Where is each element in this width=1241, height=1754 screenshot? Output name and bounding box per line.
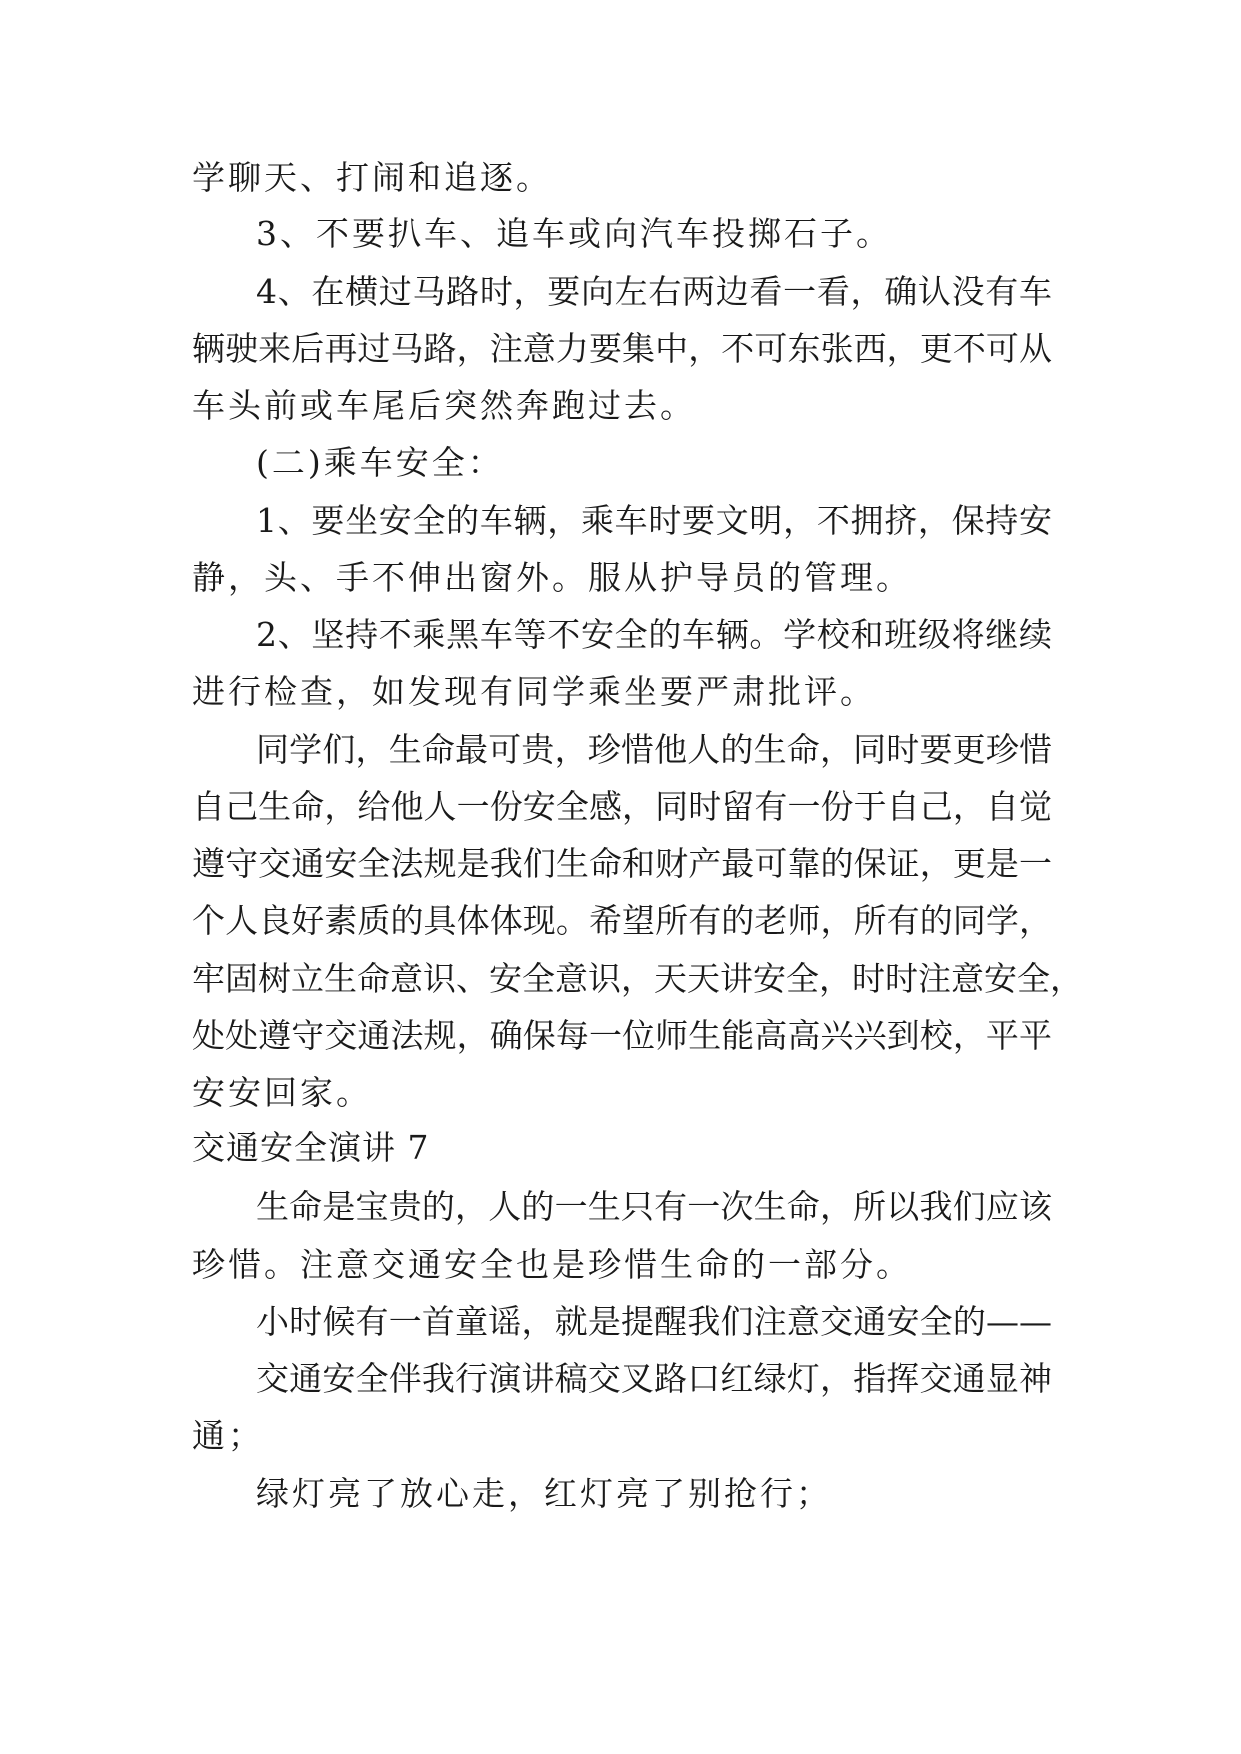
paragraph-line: 辆驶来后再过马路，注意力要集中，不可东张西，更不可从 bbox=[192, 329, 1052, 368]
paragraph-line: 学聊天、打闹和追逐。 bbox=[192, 158, 552, 197]
paragraph-line: 个人良好素质的具体体现。希望所有的老师，所有的同学， bbox=[192, 901, 1052, 940]
paragraph-line: 绿灯亮了放心走，红灯亮了别抢行； bbox=[256, 1474, 832, 1513]
paragraph-line: 2、坚持不乘黑车等不安全的车辆。学校和班级将继续 bbox=[256, 615, 1052, 654]
section-heading: (二)乘车安全： bbox=[256, 443, 504, 482]
paragraph-line: 处处遵守交通法规，确保每一位师生能高高兴兴到校，平平 bbox=[192, 1016, 1052, 1055]
paragraph-line: 4、在横过马路时，要向左右两边看一看，确认没有车 bbox=[256, 272, 1052, 311]
paragraph-line: 珍惜。注意交通安全也是珍惜生命的一部分。 bbox=[192, 1245, 912, 1284]
paragraph-line: 通； bbox=[192, 1416, 264, 1455]
paragraph-line: 生命是宝贵的，人的一生只有一次生命，所以我们应该 bbox=[256, 1187, 1052, 1226]
section-title: 交通安全演讲 7 bbox=[192, 1128, 430, 1167]
paragraph-line: 同学们，生命最可贵，珍惜他人的生命，同时要更珍惜 bbox=[256, 730, 1052, 769]
paragraph-line: 交通安全伴我行演讲稿交叉路口红绿灯，指挥交通显神 bbox=[256, 1359, 1052, 1398]
paragraph-line: 牢固树立生命意识、安全意识，天天讲安全，时时注意安全， bbox=[192, 959, 1083, 998]
paragraph-line: 遵守交通安全法规是我们生命和财产最可靠的保证，更是一 bbox=[192, 844, 1052, 883]
paragraph-line: 进行检查，如发现有同学乘坐要严肃批评。 bbox=[192, 672, 876, 711]
paragraph-line: 小时候有一首童谣，就是提醒我们注意交通安全的—— bbox=[256, 1302, 1052, 1341]
paragraph-line: 3、不要扒车、追车或向汽车投掷石子。 bbox=[256, 214, 892, 253]
paragraph-line: 安安回家。 bbox=[192, 1073, 372, 1112]
paragraph-line: 1、要坐安全的车辆，乘车时要文明，不拥挤，保持安 bbox=[256, 501, 1052, 540]
paragraph-line: 自己生命，给他人一份安全感，同时留有一份于自己，自觉 bbox=[192, 787, 1052, 826]
paragraph-line: 车头前或车尾后突然奔跑过去。 bbox=[192, 386, 696, 425]
paragraph-line: 静，头、手不伸出窗外。服从护导员的管理。 bbox=[192, 558, 912, 597]
